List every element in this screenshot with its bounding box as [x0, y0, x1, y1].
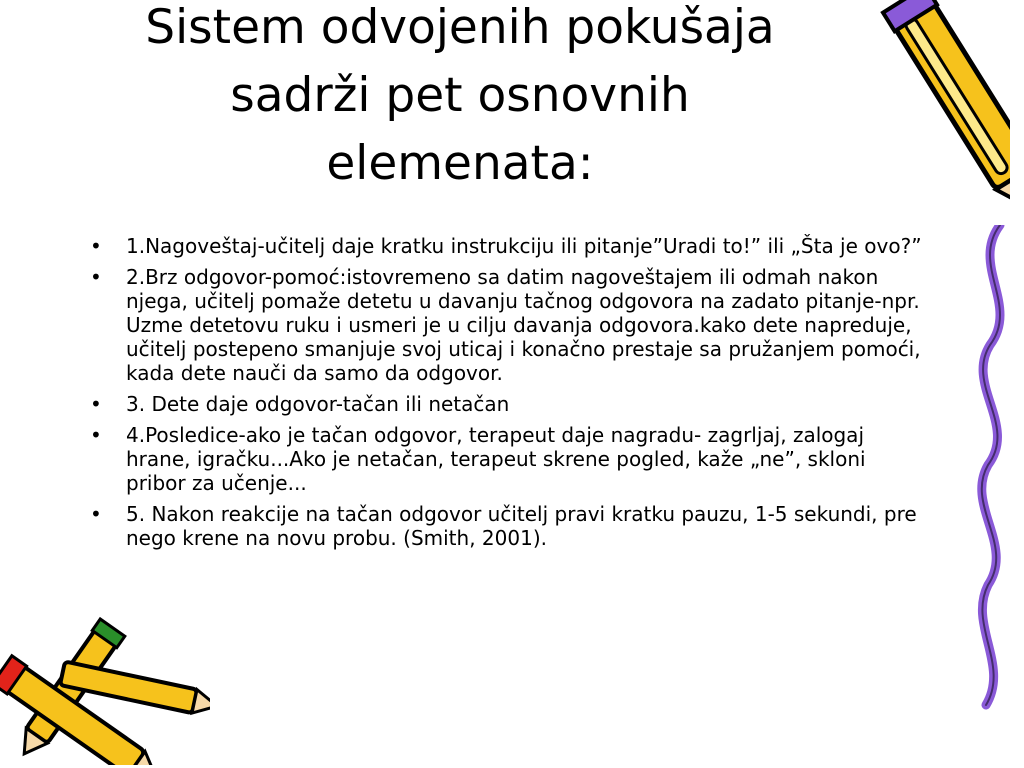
bullet-marker: •	[90, 502, 102, 526]
bullet-marker: •	[90, 392, 102, 416]
bullet-text: 5. Nakon reakcije na tačan odgovor učitelj pravi kratku pauzu, 1-5 sekundi, pre nego krene na novu probu. (Smith, 2001).	[126, 502, 917, 550]
title-line: Sistem odvojenih pokušaja	[145, 0, 775, 55]
pencil-icon	[850, 0, 1010, 250]
list-item	[90, 423, 930, 495]
list-item	[90, 234, 930, 258]
list-item	[90, 265, 930, 385]
title-line: sadrži pet osnovnih	[230, 68, 690, 123]
bullet-text: 4.Posledice-ako je tačan odgovor, terapeut daje nagradu- zagrljaj, zalogaj hrane, igračku...Ako je netačan, terapeut skrene pogled, kaže „ne”, skloni pribor za učenje...	[126, 423, 866, 495]
list-item	[90, 502, 930, 550]
bullet-marker: •	[90, 234, 102, 258]
bullet-marker: •	[90, 423, 102, 447]
squiggle-decoration	[960, 225, 1024, 725]
pencils-icon	[0, 615, 210, 765]
title-line: elemenata:	[326, 136, 594, 191]
bullet-list	[90, 234, 930, 557]
bullet-marker: •	[90, 265, 102, 289]
slide-title	[60, 0, 860, 198]
bullet-text: 1.Nagoveštaj-učitelj daje kratku instrukciju ili pitanje”Uradi to!” ili „Šta je ovo?”	[126, 234, 922, 258]
list-item	[90, 392, 930, 416]
bullet-text: 3. Dete daje odgovor-tačan ili netačan	[126, 392, 510, 416]
bullet-text: 2.Brz odgovor-pomoć:istovremeno sa datim nagoveštajem ili odmah nakon njega, učitelj pomaže detetu u davanju tačnog odgovora na zadato pitanje-npr. Uzme detetovu ruku i usmeri je u cilju davanja odgovora.kako dete napreduje, učitelj postepeno smanjuje svoj uticaj i konačno prestaje sa pružanjem pomoći, kada dete nauči da samo da odgovor.	[126, 265, 921, 385]
